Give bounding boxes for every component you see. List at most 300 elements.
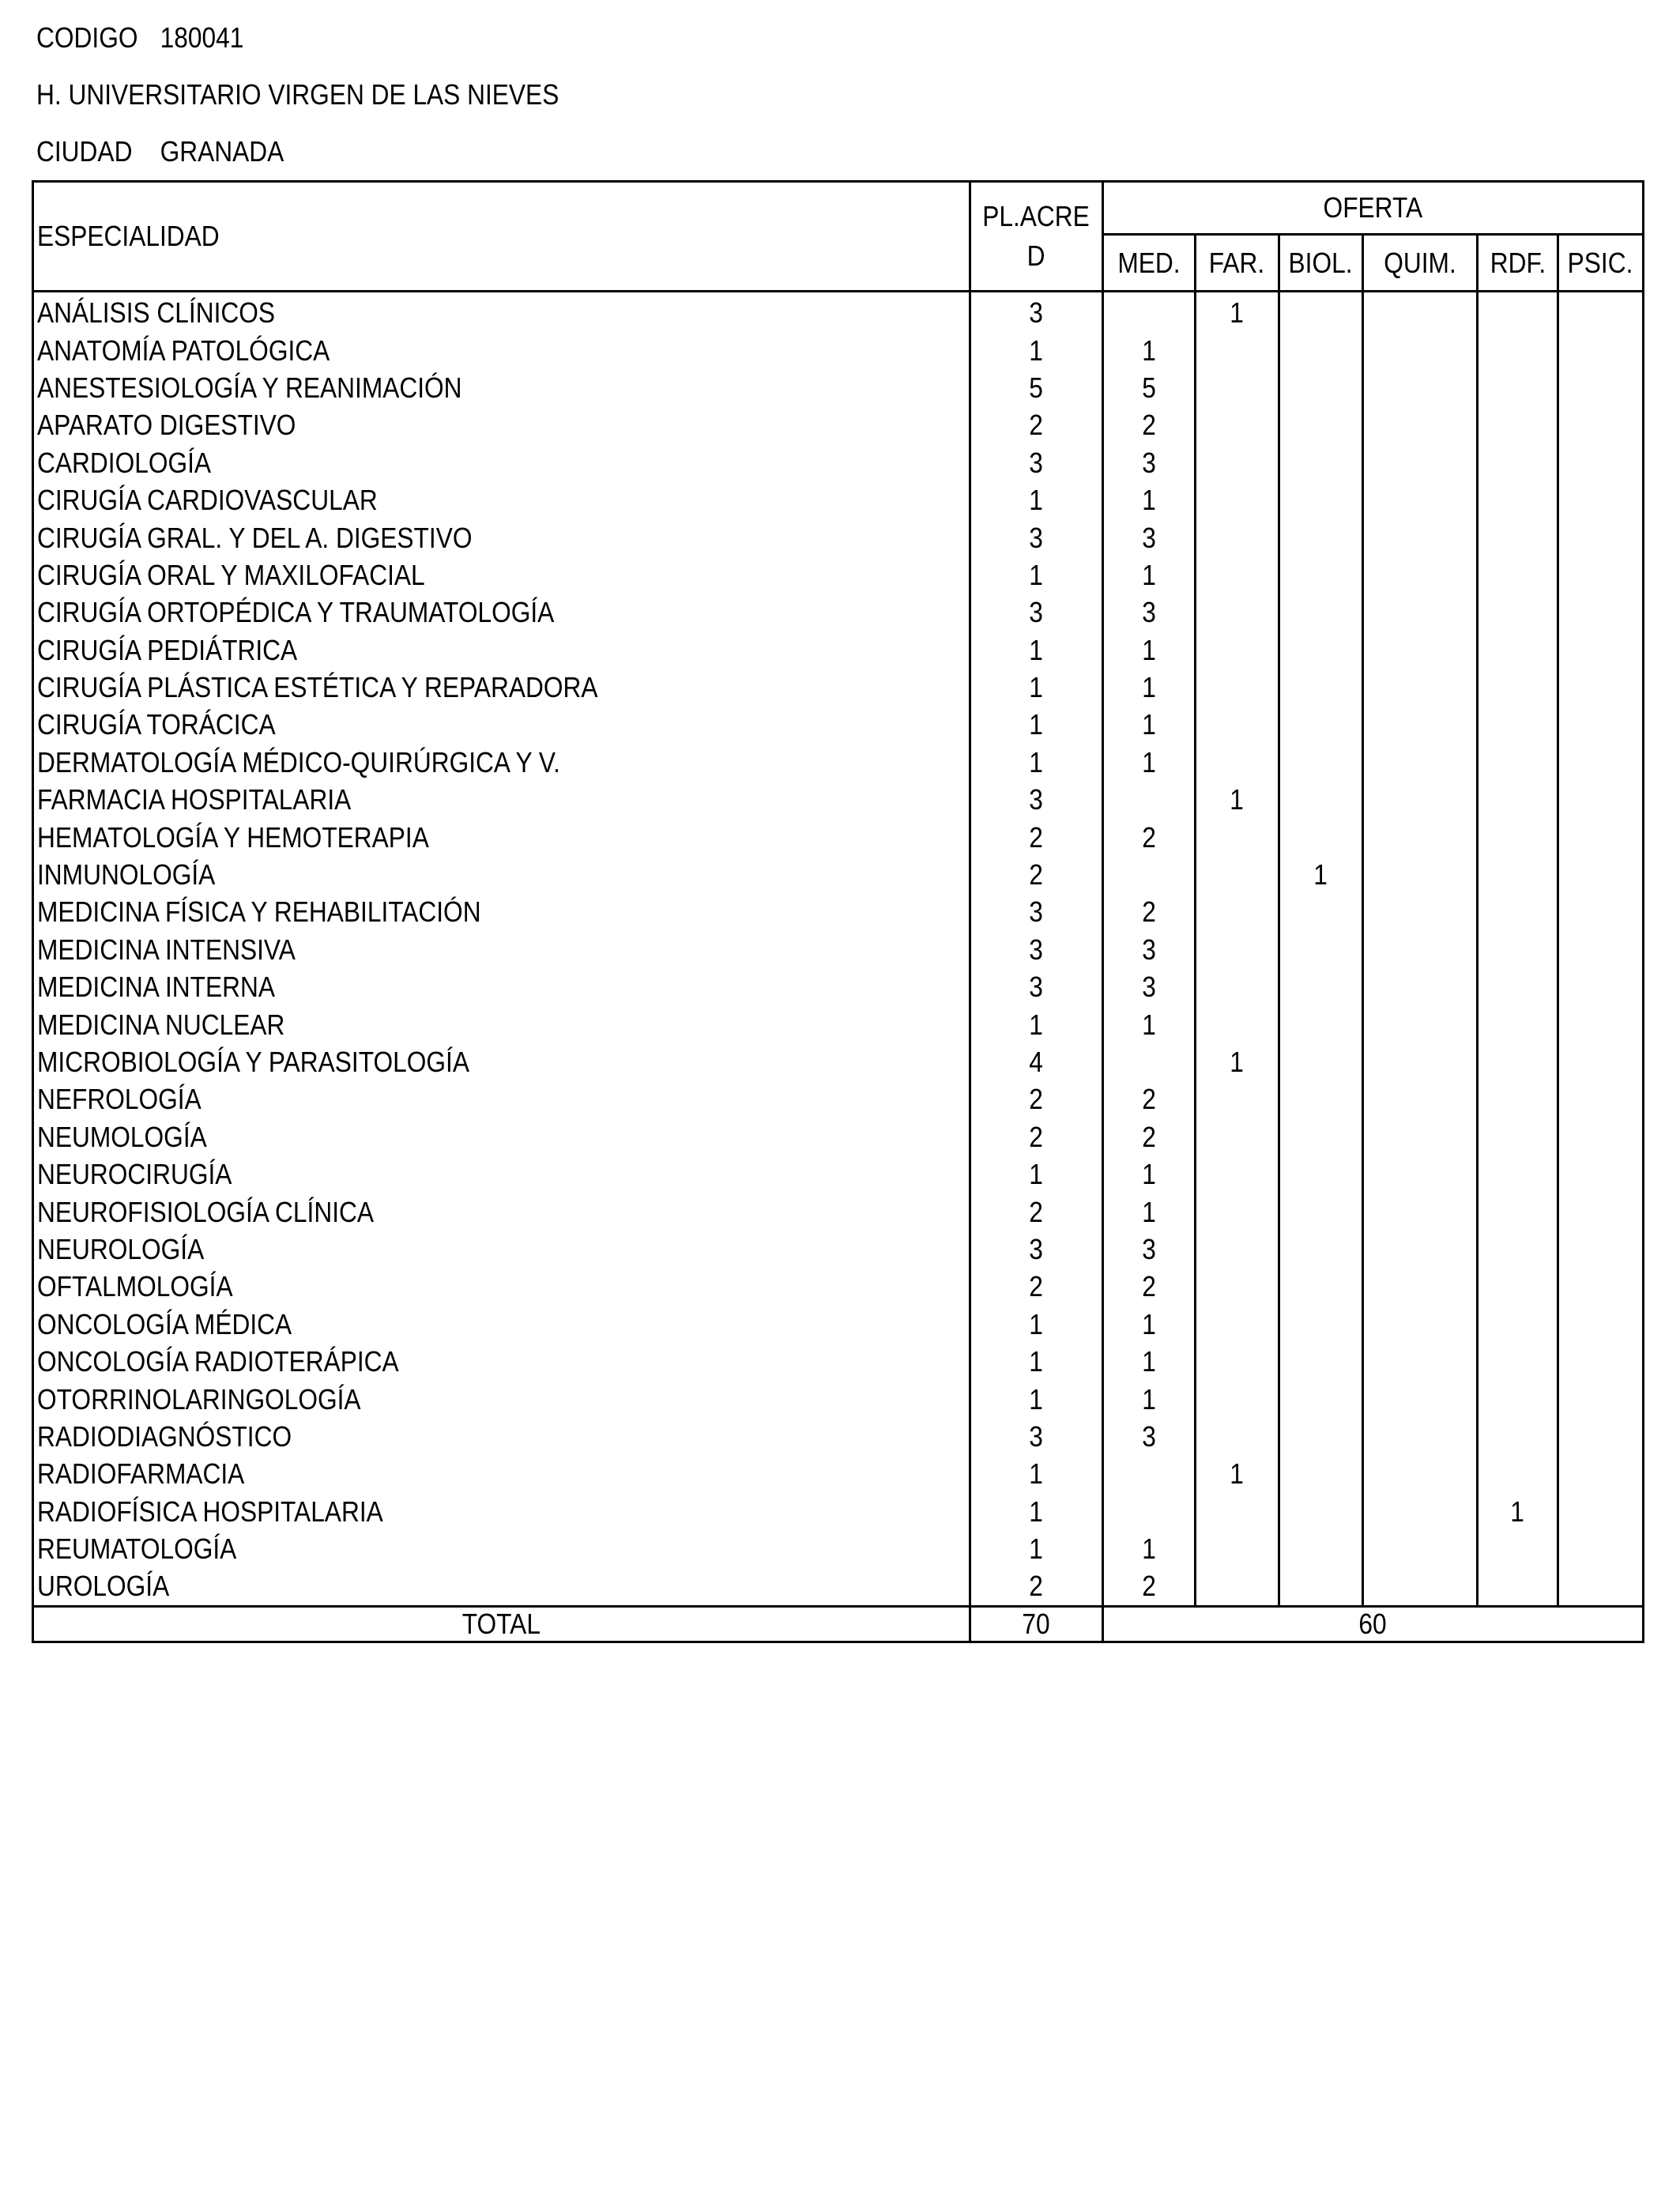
quim-cell	[1363, 856, 1478, 893]
col-biol-header: BIOL.	[1279, 235, 1363, 292]
placred-cell: 4	[970, 1043, 1103, 1080]
biol-cell	[1279, 931, 1363, 968]
psic-cell	[1558, 631, 1644, 669]
placred-cell: 2	[970, 406, 1103, 443]
quim-cell	[1363, 893, 1478, 930]
far-cell	[1196, 331, 1279, 368]
rdf-cell	[1478, 1530, 1558, 1567]
biol-cell	[1279, 292, 1363, 332]
especialidad-cell: CARDIOLOGÍA	[33, 444, 970, 481]
biol-cell	[1279, 1043, 1363, 1080]
med-cell: 1	[1103, 1005, 1196, 1042]
far-cell: 1	[1196, 292, 1279, 332]
biol-cell	[1279, 1193, 1363, 1230]
rdf-cell	[1478, 1343, 1558, 1380]
rdf-cell	[1478, 818, 1558, 855]
biol-cell	[1279, 669, 1363, 706]
especialidad-cell: CIRUGÍA CARDIOVASCULAR	[33, 481, 970, 518]
psic-cell	[1558, 1343, 1644, 1380]
med-cell: 1	[1103, 331, 1196, 368]
especialidad-cell: MEDICINA INTERNA	[33, 968, 970, 1005]
psic-cell	[1558, 706, 1644, 743]
far-cell	[1196, 1306, 1279, 1343]
med-cell: 1	[1103, 1343, 1196, 1380]
placred-cell: 1	[970, 1530, 1103, 1567]
quim-cell	[1363, 781, 1478, 818]
far-cell	[1196, 406, 1279, 443]
psic-cell	[1558, 292, 1644, 332]
especialidad-cell: MEDICINA INTENSIVA	[33, 931, 970, 968]
rdf-cell: 1	[1478, 1493, 1558, 1530]
placred-cell: 1	[970, 556, 1103, 594]
med-cell: 1	[1103, 556, 1196, 594]
table-row	[33, 1193, 1644, 1230]
quim-cell	[1363, 1343, 1478, 1380]
especialidad-cell: CIRUGÍA GRAL. Y DEL A. DIGESTIVO	[33, 518, 970, 556]
placred-cell: 1	[970, 744, 1103, 781]
far-cell	[1196, 1418, 1279, 1455]
quim-cell	[1363, 931, 1478, 968]
psic-cell	[1558, 1493, 1644, 1530]
placred-cell: 1	[970, 1455, 1103, 1492]
rdf-cell	[1478, 968, 1558, 1005]
table-row	[33, 1155, 1644, 1193]
rdf-cell	[1478, 1118, 1558, 1155]
especialidad-cell: ONCOLOGÍA MÉDICA	[33, 1306, 970, 1343]
far-cell	[1196, 669, 1279, 706]
far-cell	[1196, 1193, 1279, 1230]
far-cell	[1196, 1268, 1279, 1305]
biol-cell	[1279, 781, 1363, 818]
especialidad-cell: REUMATOLOGÍA	[33, 1530, 970, 1567]
far-cell	[1196, 1567, 1279, 1606]
placred-cell: 3	[970, 444, 1103, 481]
med-cell: 1	[1103, 1380, 1196, 1417]
table-row	[33, 331, 1644, 368]
quim-cell	[1363, 1155, 1478, 1193]
psic-cell	[1558, 818, 1644, 855]
table-row	[33, 1080, 1644, 1118]
psic-cell	[1558, 856, 1644, 893]
med-cell: 3	[1103, 518, 1196, 556]
rdf-cell	[1478, 1231, 1558, 1268]
psic-cell	[1558, 518, 1644, 556]
especialidad-cell: CIRUGÍA PLÁSTICA ESTÉTICA Y REPARADORA	[33, 669, 970, 706]
total-label: TOTAL	[33, 1606, 970, 1642]
far-cell	[1196, 931, 1279, 968]
quim-cell	[1363, 1380, 1478, 1417]
especialidad-cell: HEMATOLOGÍA Y HEMOTERAPIA	[33, 818, 970, 855]
psic-cell	[1558, 1043, 1644, 1080]
biol-cell	[1279, 1080, 1363, 1118]
med-cell: 2	[1103, 1567, 1196, 1606]
biol-cell	[1279, 744, 1363, 781]
rdf-cell	[1478, 1455, 1558, 1492]
rdf-cell	[1478, 1380, 1558, 1417]
table-row	[33, 1043, 1644, 1080]
far-cell	[1196, 856, 1279, 893]
quim-cell	[1363, 1567, 1478, 1606]
quim-cell	[1363, 818, 1478, 855]
quim-cell	[1363, 1193, 1478, 1230]
especialidad-cell: NEUROLOGÍA	[33, 1231, 970, 1268]
med-cell: 1	[1103, 669, 1196, 706]
far-cell	[1196, 1231, 1279, 1268]
med-cell: 3	[1103, 1418, 1196, 1455]
psic-cell	[1558, 1080, 1644, 1118]
quim-cell	[1363, 1043, 1478, 1080]
quim-cell	[1363, 1455, 1478, 1492]
placred-cell: 1	[970, 631, 1103, 669]
far-cell	[1196, 369, 1279, 406]
med-cell	[1103, 1455, 1196, 1492]
med-cell	[1103, 781, 1196, 818]
quim-cell	[1363, 1080, 1478, 1118]
placred-cell: 3	[970, 893, 1103, 930]
med-cell	[1103, 856, 1196, 893]
quim-cell	[1363, 1530, 1478, 1567]
placred-cell: 1	[970, 1155, 1103, 1193]
rdf-cell	[1478, 369, 1558, 406]
biol-cell	[1279, 1231, 1363, 1268]
quim-cell	[1363, 369, 1478, 406]
biol-cell	[1279, 1268, 1363, 1305]
rdf-cell	[1478, 1080, 1558, 1118]
biol-cell	[1279, 1118, 1363, 1155]
especialidad-cell: OTORRINOLARINGOLOGÍA	[33, 1380, 970, 1417]
rdf-cell	[1478, 481, 1558, 518]
placred-cell: 2	[970, 1193, 1103, 1230]
biol-cell	[1279, 968, 1363, 1005]
placred-cell: 3	[970, 594, 1103, 631]
especialidad-cell: CIRUGÍA ORAL Y MAXILOFACIAL	[33, 556, 970, 594]
table-row	[33, 1118, 1644, 1155]
far-cell	[1196, 1118, 1279, 1155]
biol-cell	[1279, 1380, 1363, 1417]
table-row	[33, 931, 1644, 968]
quim-cell	[1363, 744, 1478, 781]
rdf-cell	[1478, 893, 1558, 930]
col-rdf-header: RDF.	[1478, 235, 1558, 292]
biol-cell	[1279, 818, 1363, 855]
table-row	[33, 369, 1644, 406]
rdf-cell	[1478, 1005, 1558, 1042]
placred-cell: 2	[970, 1080, 1103, 1118]
far-cell: 1	[1196, 1043, 1279, 1080]
placred-cell: 1	[970, 1005, 1103, 1042]
codigo-value: 180041	[160, 21, 244, 54]
psic-cell	[1558, 968, 1644, 1005]
rdf-cell	[1478, 556, 1558, 594]
rdf-cell	[1478, 931, 1558, 968]
placred-cell: 1	[970, 1343, 1103, 1380]
especialidad-cell: RADIOFARMACIA	[33, 1455, 970, 1492]
total-row	[33, 1606, 1644, 1642]
especialidad-cell: CIRUGÍA TORÁCICA	[33, 706, 970, 743]
table-row	[33, 893, 1644, 930]
quim-cell	[1363, 556, 1478, 594]
quim-cell	[1363, 968, 1478, 1005]
biol-cell	[1279, 331, 1363, 368]
rdf-cell	[1478, 1306, 1558, 1343]
placred-cell: 1	[970, 706, 1103, 743]
psic-cell	[1558, 1567, 1644, 1606]
med-cell: 2	[1103, 818, 1196, 855]
table-row	[33, 1306, 1644, 1343]
med-cell: 5	[1103, 369, 1196, 406]
far-cell: 1	[1196, 1455, 1279, 1492]
table-row	[33, 744, 1644, 781]
biol-cell	[1279, 594, 1363, 631]
especialidad-cell: ANESTESIOLOGÍA Y REANIMACIÓN	[33, 369, 970, 406]
med-cell: 2	[1103, 1268, 1196, 1305]
placred-cell: 5	[970, 369, 1103, 406]
especialidad-cell: MEDICINA FÍSICA Y REHABILITACIÓN	[33, 893, 970, 930]
psic-cell	[1558, 406, 1644, 443]
med-cell: 2	[1103, 1118, 1196, 1155]
far-cell	[1196, 556, 1279, 594]
placred-cell: 2	[970, 818, 1103, 855]
quim-cell	[1363, 292, 1478, 332]
med-cell: 1	[1103, 481, 1196, 518]
med-cell: 2	[1103, 893, 1196, 930]
especialidad-cell: FARMACIA HOSPITALARIA	[33, 781, 970, 818]
table-row	[33, 481, 1644, 518]
psic-cell	[1558, 594, 1644, 631]
placred-cell: 3	[970, 518, 1103, 556]
quim-cell	[1363, 706, 1478, 743]
codigo-label: CODIGO	[36, 21, 138, 54]
rdf-cell	[1478, 631, 1558, 669]
quim-cell	[1363, 518, 1478, 556]
psic-cell	[1558, 1118, 1644, 1155]
biol-cell	[1279, 406, 1363, 443]
table-row	[33, 1268, 1644, 1305]
table-row	[33, 631, 1644, 669]
quim-cell	[1363, 444, 1478, 481]
psic-cell	[1558, 1005, 1644, 1042]
quim-cell	[1363, 331, 1478, 368]
psic-cell	[1558, 556, 1644, 594]
table-row	[33, 1343, 1644, 1380]
table-row	[33, 1567, 1644, 1606]
table-row	[33, 781, 1644, 818]
table-row	[33, 292, 1644, 332]
biol-cell	[1279, 556, 1363, 594]
rdf-cell	[1478, 594, 1558, 631]
especialidad-cell: OFTALMOLOGÍA	[33, 1268, 970, 1305]
med-cell: 3	[1103, 594, 1196, 631]
quim-cell	[1363, 631, 1478, 669]
psic-cell	[1558, 1455, 1644, 1492]
placred-cell: 3	[970, 1418, 1103, 1455]
quim-cell	[1363, 669, 1478, 706]
far-cell	[1196, 1493, 1279, 1530]
biol-cell	[1279, 706, 1363, 743]
far-cell	[1196, 1155, 1279, 1193]
placred-cell: 1	[970, 1493, 1103, 1530]
total-oferta: 60	[1103, 1606, 1644, 1642]
quim-cell	[1363, 1005, 1478, 1042]
especialidad-cell: RADIOFÍSICA HOSPITALARIA	[33, 1493, 970, 1530]
placred-cell: 3	[970, 931, 1103, 968]
table-row	[33, 1530, 1644, 1567]
rdf-cell	[1478, 331, 1558, 368]
far-cell	[1196, 1080, 1279, 1118]
placred-cell: 1	[970, 331, 1103, 368]
rdf-cell	[1478, 444, 1558, 481]
placred-cell: 3	[970, 781, 1103, 818]
rdf-cell	[1478, 744, 1558, 781]
especialidad-cell: UROLOGÍA	[33, 1567, 970, 1606]
placred-cell: 2	[970, 1268, 1103, 1305]
table-row	[33, 1005, 1644, 1042]
psic-cell	[1558, 781, 1644, 818]
placred-cell: 2	[970, 856, 1103, 893]
psic-cell	[1558, 1268, 1644, 1305]
med-cell: 2	[1103, 406, 1196, 443]
placred-cell: 1	[970, 481, 1103, 518]
far-cell	[1196, 706, 1279, 743]
col-quim-header: QUIM.	[1363, 235, 1478, 292]
med-cell: 1	[1103, 1155, 1196, 1193]
quim-cell	[1363, 1306, 1478, 1343]
rdf-cell	[1478, 406, 1558, 443]
table-row	[33, 406, 1644, 443]
far-cell	[1196, 1343, 1279, 1380]
biol-cell	[1279, 481, 1363, 518]
quim-cell	[1363, 406, 1478, 443]
biol-cell	[1279, 1418, 1363, 1455]
far-cell	[1196, 1380, 1279, 1417]
especialidades-table	[32, 180, 1644, 1643]
psic-cell	[1558, 369, 1644, 406]
psic-cell	[1558, 1418, 1644, 1455]
rdf-cell	[1478, 292, 1558, 332]
table-row	[33, 818, 1644, 855]
especialidad-cell: NEUROFISIOLOGÍA CLÍNICA	[33, 1193, 970, 1230]
rdf-cell	[1478, 1193, 1558, 1230]
biol-cell	[1279, 444, 1363, 481]
especialidad-cell: ANATOMÍA PATOLÓGICA	[33, 331, 970, 368]
far-cell	[1196, 744, 1279, 781]
med-cell	[1103, 1493, 1196, 1530]
table-row	[33, 556, 1644, 594]
rdf-cell	[1478, 1418, 1558, 1455]
quim-cell	[1363, 1418, 1478, 1455]
table-row	[33, 968, 1644, 1005]
med-cell: 1	[1103, 744, 1196, 781]
biol-cell	[1279, 893, 1363, 930]
far-cell: 1	[1196, 781, 1279, 818]
placred-cell: 3	[970, 1231, 1103, 1268]
med-cell: 1	[1103, 631, 1196, 669]
med-cell: 3	[1103, 1231, 1196, 1268]
psic-cell	[1558, 1380, 1644, 1417]
far-cell	[1196, 631, 1279, 669]
especialidad-cell: INMUNOLOGÍA	[33, 856, 970, 893]
especialidad-cell: NEUMOLOGÍA	[33, 1118, 970, 1155]
rdf-cell	[1478, 1155, 1558, 1193]
quim-cell	[1363, 1493, 1478, 1530]
psic-cell	[1558, 1306, 1644, 1343]
table-row	[33, 856, 1644, 893]
med-cell: 1	[1103, 1306, 1196, 1343]
rdf-cell	[1478, 1268, 1558, 1305]
placred-cell: 3	[970, 968, 1103, 1005]
quim-cell	[1363, 1268, 1478, 1305]
psic-cell	[1558, 481, 1644, 518]
placred-cell: 1	[970, 669, 1103, 706]
psic-cell	[1558, 669, 1644, 706]
psic-cell	[1558, 1155, 1644, 1193]
quim-cell	[1363, 1118, 1478, 1155]
biol-cell	[1279, 1567, 1363, 1606]
table-row	[33, 1455, 1644, 1492]
rdf-cell	[1478, 1567, 1558, 1606]
psic-cell	[1558, 744, 1644, 781]
quim-cell	[1363, 481, 1478, 518]
placred-cell: 3	[970, 292, 1103, 332]
especialidad-cell: DERMATOLOGÍA MÉDICO-QUIRÚRGICA Y V.	[33, 744, 970, 781]
especialidad-cell: MEDICINA NUCLEAR	[33, 1005, 970, 1042]
placred-cell: 2	[970, 1567, 1103, 1606]
far-cell	[1196, 481, 1279, 518]
placred-cell: 1	[970, 1306, 1103, 1343]
rdf-cell	[1478, 781, 1558, 818]
rdf-cell	[1478, 518, 1558, 556]
med-cell: 1	[1103, 1530, 1196, 1567]
psic-cell	[1558, 931, 1644, 968]
far-cell	[1196, 1530, 1279, 1567]
biol-cell	[1279, 1455, 1363, 1492]
biol-cell	[1279, 1005, 1363, 1042]
psic-cell	[1558, 1193, 1644, 1230]
far-cell	[1196, 444, 1279, 481]
table-row	[33, 1380, 1644, 1417]
psic-cell	[1558, 444, 1644, 481]
rdf-cell	[1478, 1043, 1558, 1080]
med-cell: 3	[1103, 968, 1196, 1005]
ciudad-value: GRANADA	[160, 135, 284, 168]
table-row	[33, 1231, 1644, 1268]
quim-cell	[1363, 1231, 1478, 1268]
biol-cell	[1279, 518, 1363, 556]
psic-cell	[1558, 1530, 1644, 1567]
med-cell	[1103, 1043, 1196, 1080]
biol-cell	[1279, 1530, 1363, 1567]
med-cell: 1	[1103, 706, 1196, 743]
col-oferta-header: OFERTA	[1103, 182, 1644, 235]
especialidad-cell: RADIODIAGNÓSTICO	[33, 1418, 970, 1455]
biol-cell: 1	[1279, 856, 1363, 893]
biol-cell	[1279, 1155, 1363, 1193]
especialidad-cell: CIRUGÍA ORTOPÉDICA Y TRAUMATOLOGÍA	[33, 594, 970, 631]
ciudad-label: CIUDAD	[36, 135, 133, 168]
far-cell	[1196, 518, 1279, 556]
table-row	[33, 706, 1644, 743]
table-row	[33, 1418, 1644, 1455]
psic-cell	[1558, 331, 1644, 368]
med-cell	[1103, 292, 1196, 332]
far-cell	[1196, 818, 1279, 855]
especialidad-cell: ONCOLOGÍA RADIOTERÁPICA	[33, 1343, 970, 1380]
rdf-cell	[1478, 856, 1558, 893]
biol-cell	[1279, 1493, 1363, 1530]
especialidad-cell: NEUROCIRUGÍA	[33, 1155, 970, 1193]
especialidad-cell: ANÁLISIS CLÍNICOS	[33, 292, 970, 332]
rdf-cell	[1478, 669, 1558, 706]
